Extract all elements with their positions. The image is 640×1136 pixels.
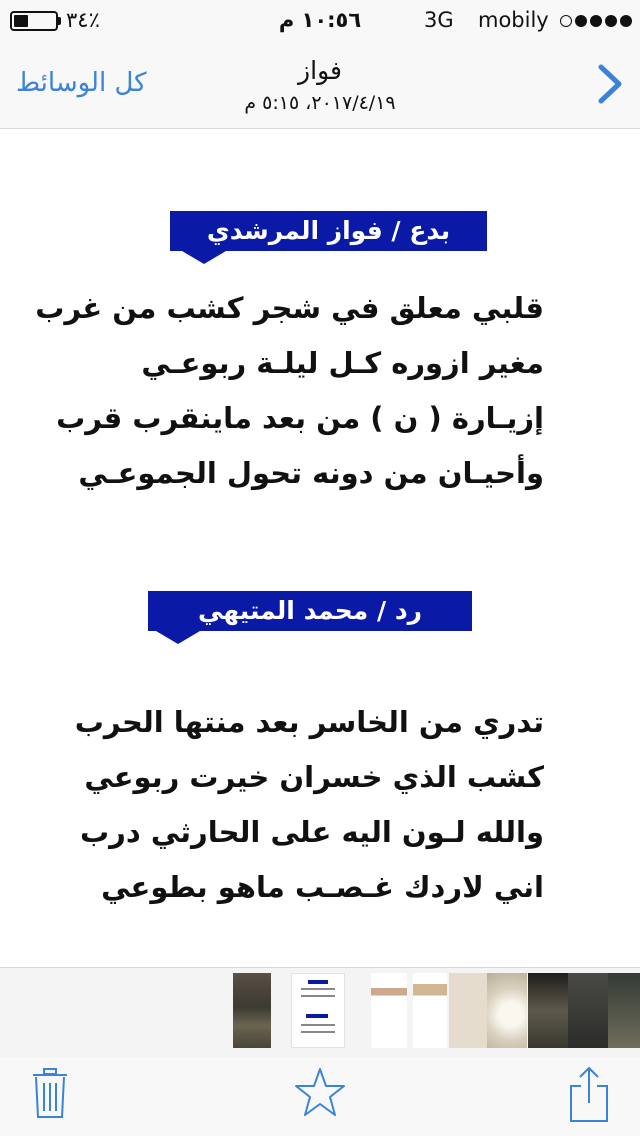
heading-text: رد / محمد المتيهي [197,596,423,625]
verse-line: اني لاردك غـصـب ماهو بطوعي [101,870,544,904]
network-type: 3G [424,8,454,32]
trash-icon[interactable] [30,1065,70,1123]
thumbnail-detail [306,1014,328,1018]
navigation-bar [0,42,640,129]
verse-line: قلبي معلق في شجر كشب من غرب [35,291,544,325]
verse-line: وأحيـان من دونه تحول الجموعـي [78,456,544,490]
star-icon[interactable] [294,1065,346,1123]
poem-heading-2 [148,591,472,631]
thumbnail[interactable] [487,973,527,1048]
all-media-button[interactable]: كل الوسائط [16,68,147,98]
thumbnail[interactable] [413,973,447,1048]
heading-text: بدع / فواز المرشدي [206,216,451,245]
thumbnail[interactable] [233,973,271,1048]
verse-line: تدري من الخاسر بعد منتها الحرب [74,705,544,739]
battery-percent: ٣٤٪ [66,8,100,32]
chevron-right-icon[interactable] [596,62,624,106]
thumbnail-detail [308,980,328,984]
signal-dot [605,15,617,27]
carrier-name: mobily [478,8,549,32]
signal-strength-icon [560,15,632,27]
banner-tail [182,251,226,264]
poem-heading-1 [170,211,487,251]
verse-line: والله لـون اليه على الحارثي درب [80,815,544,849]
poem-verse-1 [35,281,544,501]
share-icon[interactable] [568,1065,610,1125]
thumbnail[interactable] [449,973,487,1048]
bottom-toolbar [0,1057,640,1136]
thumbnail-detail [301,1024,335,1026]
verse-line: مغير ازوره كـل ليلـة ربوعـي [141,346,544,380]
image-viewer[interactable] [0,129,640,967]
thumbnail-detail [301,988,335,990]
thumbnail-strip[interactable] [0,967,640,1058]
conversation-title: فواز [298,56,342,85]
verse-line: كشب الذي خسران خيرت ربوعي [84,760,544,794]
status-bar [0,0,640,42]
banner-tail [156,631,200,644]
thumbnail[interactable] [608,973,640,1048]
signal-dot [560,15,572,27]
message-timestamp: ٢٠١٧/٤/١٩، ٥:١٥ م [244,92,396,114]
signal-dot [590,15,602,27]
verse-line: إزيـارة ( ن ) من بعد ماينقرب قرب [56,401,544,435]
thumbnail[interactable] [528,973,568,1048]
clock: ١٠:٥٦ م [278,8,362,32]
thumbnail-detail [301,995,335,997]
poem-verse-2 [74,695,544,915]
signal-dot [575,15,587,27]
thumbnail-detail [301,1031,335,1033]
thumbnail[interactable] [371,973,407,1048]
signal-dot [620,15,632,27]
thumbnail-current[interactable] [291,973,345,1048]
thumbnail[interactable] [568,973,608,1048]
